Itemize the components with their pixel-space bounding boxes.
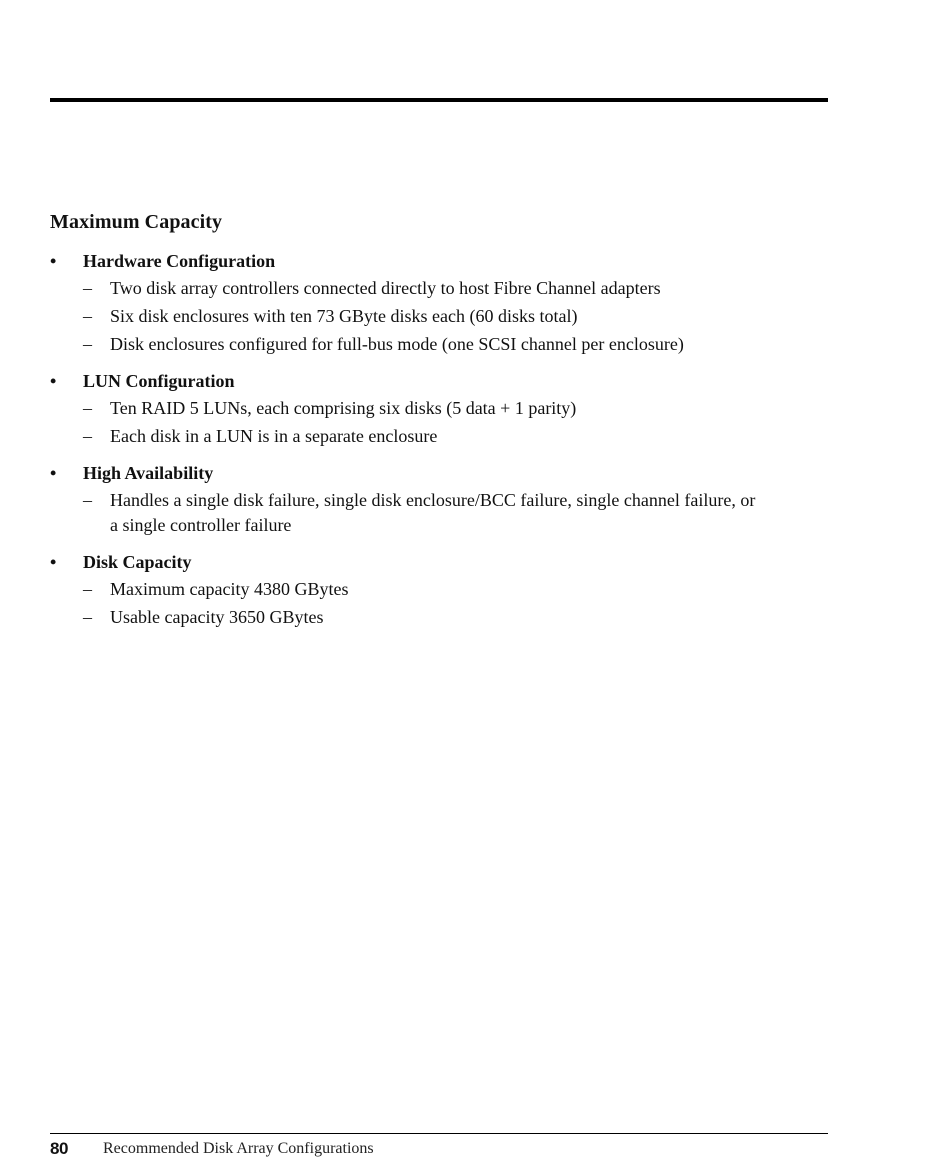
bullet-icon: • [50,251,57,271]
group-heading [50,460,810,486]
list-group-hardware-configuration [50,248,810,357]
item-text: Disk enclosures configured for full-bus mode (one SCSI channel per enclosure) [110,334,684,354]
group-items [50,577,810,630]
group-items [50,396,810,449]
group-label: High Availability [83,463,214,483]
item-text: Two disk array controllers connected directly to host Fibre Channel adapters [110,278,661,298]
item-text: Maximum capacity 4380 GBytes [110,579,349,599]
item-text: Ten RAID 5 LUNs, each comprising six disks (5 data + 1 parity) [110,398,577,418]
list-item [50,396,810,421]
bullet-icon: • [50,371,57,391]
list-item [50,276,810,301]
group-heading [50,549,810,575]
group-heading [50,368,810,394]
list-item [50,577,810,602]
dash-icon: – [83,278,92,298]
dash-icon: – [83,579,92,599]
dash-icon: – [83,334,92,354]
group-label: Hardware Configuration [83,251,276,271]
list-item [50,488,760,538]
list-item [50,304,810,329]
config-list [50,248,810,641]
dash-icon: – [83,398,92,418]
page-number: 80 [50,1139,68,1158]
dash-icon: – [83,306,92,326]
group-items [50,276,810,357]
item-text: Usable capacity 3650 GBytes [110,607,324,627]
list-item [50,332,810,357]
group-heading [50,248,810,274]
list-group-lun-configuration [50,368,810,449]
list-item [50,424,810,449]
bullet-icon: • [50,552,57,572]
item-text: Handles a single disk failure, single disk enclosure/BCC failure, single channel failure, or a single controller failure [110,490,756,535]
group-items [50,488,810,538]
header-rule [50,98,828,102]
section-title: Maximum Capacity [50,211,223,233]
list-item [50,605,810,630]
list-group-disk-capacity [50,549,810,630]
dash-icon: – [83,607,92,627]
item-text: Six disk enclosures with ten 73 GByte disks each (60 disks total) [110,306,578,326]
footer-title: Recommended Disk Array Configurations [103,1140,374,1157]
item-text: Each disk in a LUN is in a separate enclosure [110,426,438,446]
group-label: Disk Capacity [83,552,192,572]
dash-icon: – [83,426,92,446]
footer-rule [50,1133,828,1134]
group-label: LUN Configuration [83,371,235,391]
dash-icon: – [83,490,92,510]
bullet-icon: • [50,463,57,483]
list-group-high-availability [50,460,810,538]
